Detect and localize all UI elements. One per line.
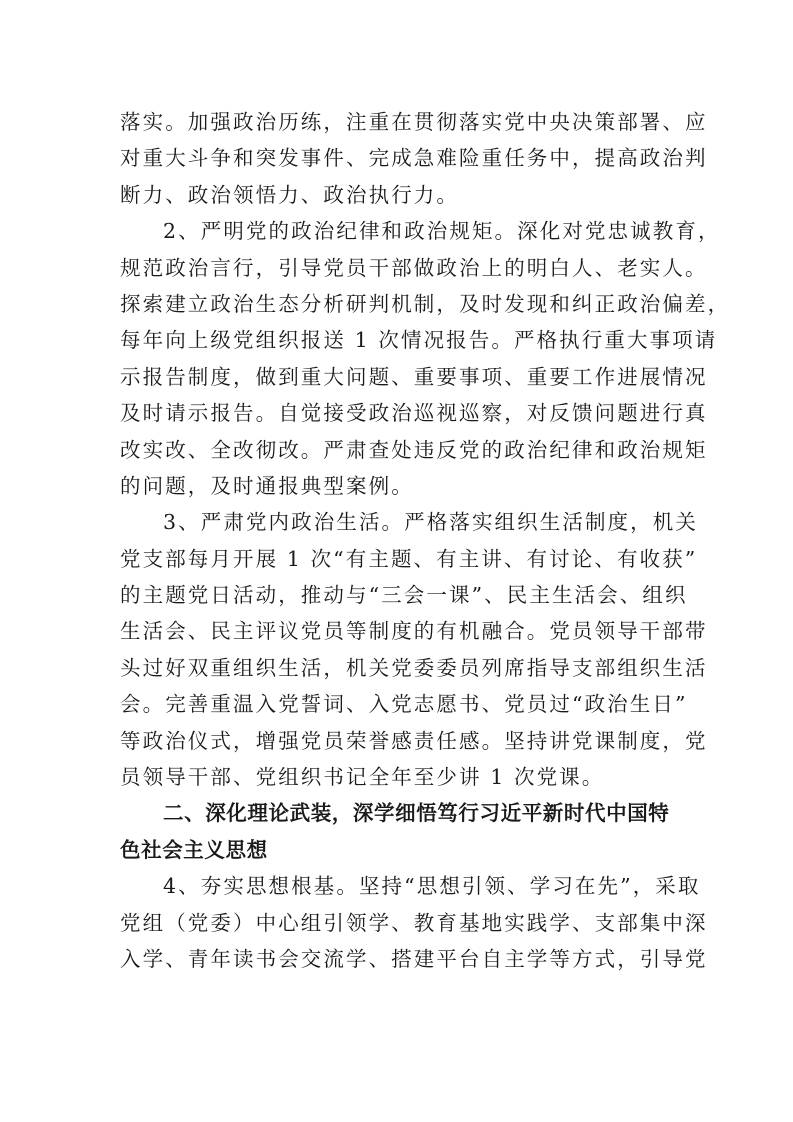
paragraph-4-ideological-foundation <box>120 868 708 977</box>
document-page <box>120 104 731 977</box>
text-line: 头过好双重组织生活，机关党委委员列席指导支部组织生活 <box>120 655 708 680</box>
paragraph-2-political-discipline <box>120 213 731 504</box>
text-line: 3、严肃党内政治生活。严格落实组织生活制度，机关 <box>163 510 698 535</box>
text-line: 的主题党日活动，推动与“三会一课”、民主生活会、组织 <box>120 583 688 608</box>
text-line: 党组（党委）中心组引领学、教育基地实践学、支部集中深 <box>120 910 708 935</box>
text-line: 探索建立政治生态分析研判机制，及时发现和纠正政治偏差， <box>120 291 731 316</box>
text-line: 规范政治言行，引导党员干部做政治上的明白人、老实人。 <box>120 255 708 280</box>
text-line: 2、严明党的政治纪律和政治规矩。深化对党忠诚教育， <box>163 219 721 244</box>
text-line: 对重大斗争和突发事件、完成急难险重任务中，提高政治判 <box>120 146 708 171</box>
text-line: 入学、青年读书会交流学、搭建平台自主学等方式，引导党 <box>120 946 708 971</box>
heading-line: 二、深化理论武装，深学细悟笃行习近平新时代中国特 <box>163 801 670 826</box>
text-line: 示报告制度，做到重大问题、重要事项、重要工作进展情况 <box>120 364 708 389</box>
text-line: 生活会、民主评议党员等制度的有机融合。党员领导干部带 <box>120 619 708 644</box>
text-line: 4、夯实思想根基。坚持“思想引领、学习在先”，采取 <box>163 874 701 899</box>
paragraph-3-political-life <box>120 504 708 795</box>
section-heading-2 <box>120 795 676 868</box>
text-line: 的问题，及时通报典型案例。 <box>120 473 414 498</box>
text-line: 会。完善重温入党誓词、入党志愿书、党员过“政治生日” <box>120 692 688 717</box>
paragraph-1 <box>120 104 708 213</box>
text-line: 等政治仪式，增强党员荣誉感责任感。坚持讲党课制度，党 <box>120 728 708 753</box>
text-line: 落实。加强政治历练，注重在贯彻落实党中央决策部署、应 <box>120 110 708 134</box>
text-line: 及时请示报告。自觉接受政治巡视巡察，对反馈问题进行真 <box>120 401 708 426</box>
text-line: 员领导干部、党组织书记全年至少讲 1 次党课。 <box>120 765 605 790</box>
text-line: 断力、政治领悟力、政治执行力。 <box>120 182 459 207</box>
text-line: 每年向上级党组织报送 1 次情况报告。严格执行重大事项请 <box>120 328 718 353</box>
text-line: 党支部每月开展 1 次“有主题、有主讲、有讨论、有收获” <box>120 546 698 571</box>
text-line: 改实改、全改彻改。严肃查处违反党的政治纪律和政治规矩 <box>120 437 708 462</box>
heading-line: 色社会主义思想 <box>120 837 268 862</box>
